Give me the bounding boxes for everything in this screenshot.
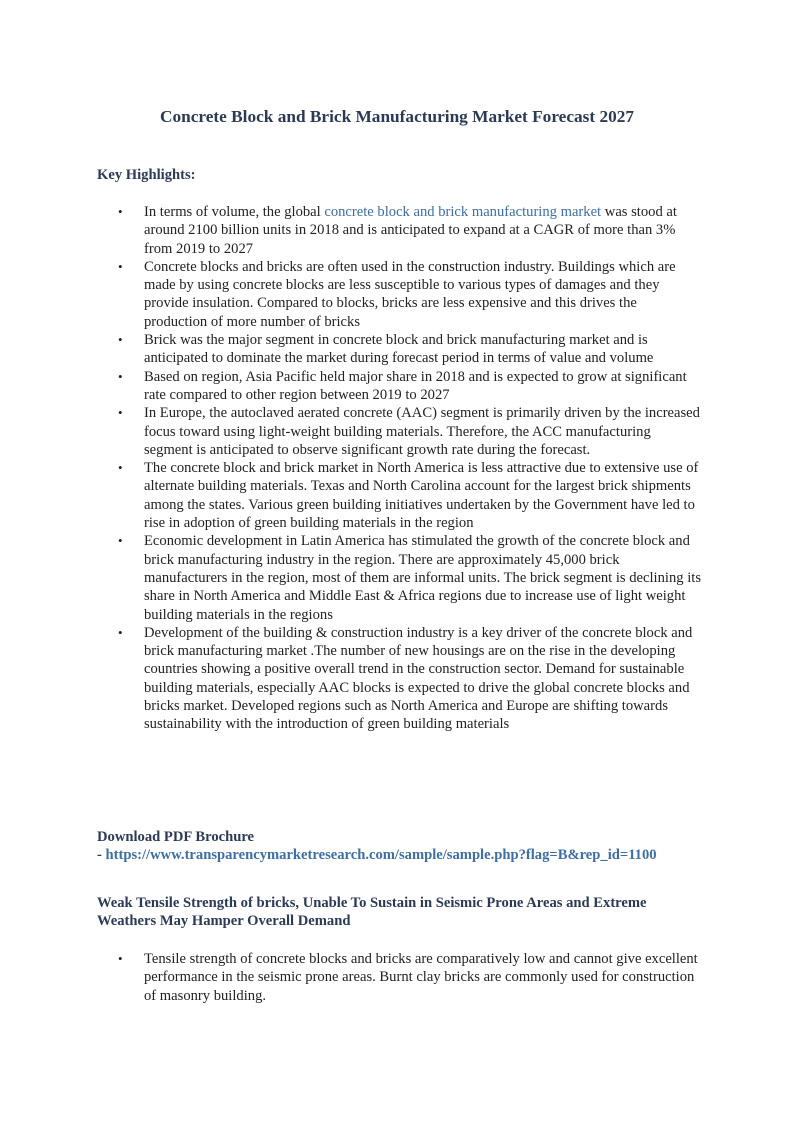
weak-points-list — [118, 950, 703, 1005]
highlight-text: In Europe, the autoclaved aerated concrete (AAC) segment is primarily driven by the increased focus toward using light-weight building materials. Therefore, the ACC manufacturing segment is anticipated to observe significant growth rate during the forecast. — [144, 405, 700, 458]
list-item — [118, 404, 703, 459]
list-item — [118, 950, 703, 1005]
download-prefix: - — [97, 847, 106, 864]
highlight-text-before: In terms of volume, the global — [144, 204, 325, 220]
highlight-text: The concrete block and brick market in North America is less attractive due to extensive use of alternate building materials. Texas and North Carolina account for the largest brick shipments among the states. Various green building initiatives undertaken by the Government have led to rise in adoption of green building materials in the region — [144, 460, 699, 532]
highlight-text-after: was stood at around 2100 billion units in 2018 and is anticipated to expand at a CAGR of more than 3% from 2019 to 2027 — [144, 204, 677, 257]
download-line — [97, 846, 707, 864]
key-highlights-heading: Key Highlights: — [97, 167, 196, 183]
bullet-icon: • — [118, 533, 123, 549]
highlight-text: Based on region, Asia Pacific held major share in 2018 and is expected to grow at significant rate compared to other region between 2019 to 2027 — [144, 368, 687, 403]
bullet-icon: • — [118, 258, 123, 274]
list-item — [118, 203, 703, 258]
list-item — [118, 368, 703, 405]
page-title: Concrete Block and Brick Manufacturing Market Forecast 2027 — [159, 107, 635, 126]
list-item — [118, 331, 703, 368]
bullet-icon: • — [118, 624, 123, 640]
download-brochure — [97, 828, 707, 865]
download-label: Download PDF Brochure — [97, 829, 255, 845]
bullet-icon: • — [118, 332, 123, 348]
weak-point-text: Tensile strength of concrete blocks and bricks are comparatively low and cannot give excellent performance in the seismic prone areas. Burnt clay bricks are commonly used for construction of masonry building. — [144, 951, 698, 1004]
bullet-icon: • — [118, 405, 123, 421]
highlight-text: Economic development in Latin America has stimulated the growth of the concrete block and brick manufacturing industry in the region. There are approximately 45,000 brick manufacturers in the region, most of them are informal units. The brick segment is declining its share in North America and Middle East & Africa regions due to increase use of light weight building materials in the regions — [144, 533, 701, 623]
list-item — [118, 258, 703, 331]
highlight-text: Development of the building & construction industry is a key driver of the concrete block and brick manufacturing market .The number of new housings are on the rise in the developing countries showing a positive overall trend in the construction sector. Demand for sustainable building materials, especially AAC blocks is expected to drive the global concrete blocks and bricks market. Developed regions such as North America and Europe are shifting towards sustainability with the introduction of green building materials — [144, 624, 693, 733]
bullet-icon: • — [118, 951, 123, 966]
bullet-icon: • — [118, 204, 123, 219]
highlight-text: Concrete blocks and bricks are often used in the construction industry. Buildings which are made by using concrete blocks are less susceptible to various types of damages and they provide insulation. Compared to blocks, bricks are less expensive and this drives the production of more number of bricks — [144, 258, 676, 330]
bullet-icon: • — [118, 368, 123, 384]
weak-tensile-heading: Weak Tensile Strength of bricks, Unable To Sustain in Seismic Prone Areas and Extreme Weathers May Hamper Overall Demand — [97, 895, 647, 930]
bullet-icon: • — [118, 460, 123, 476]
list-item — [118, 624, 703, 734]
highlight-text: Brick was the major segment in concrete block and brick manufacturing market and is anticipated to dominate the market during forecast period in terms of value and volume — [144, 332, 654, 367]
brochure-link[interactable]: https://www.transparencymarketresearch.com/sample/sample.php?flag=B&rep_id=1100 — [105, 847, 657, 864]
list-item — [118, 459, 703, 532]
market-link[interactable]: concrete block and brick manufacturing market — [324, 204, 602, 220]
highlights-list — [118, 203, 703, 734]
list-item — [118, 532, 703, 623]
